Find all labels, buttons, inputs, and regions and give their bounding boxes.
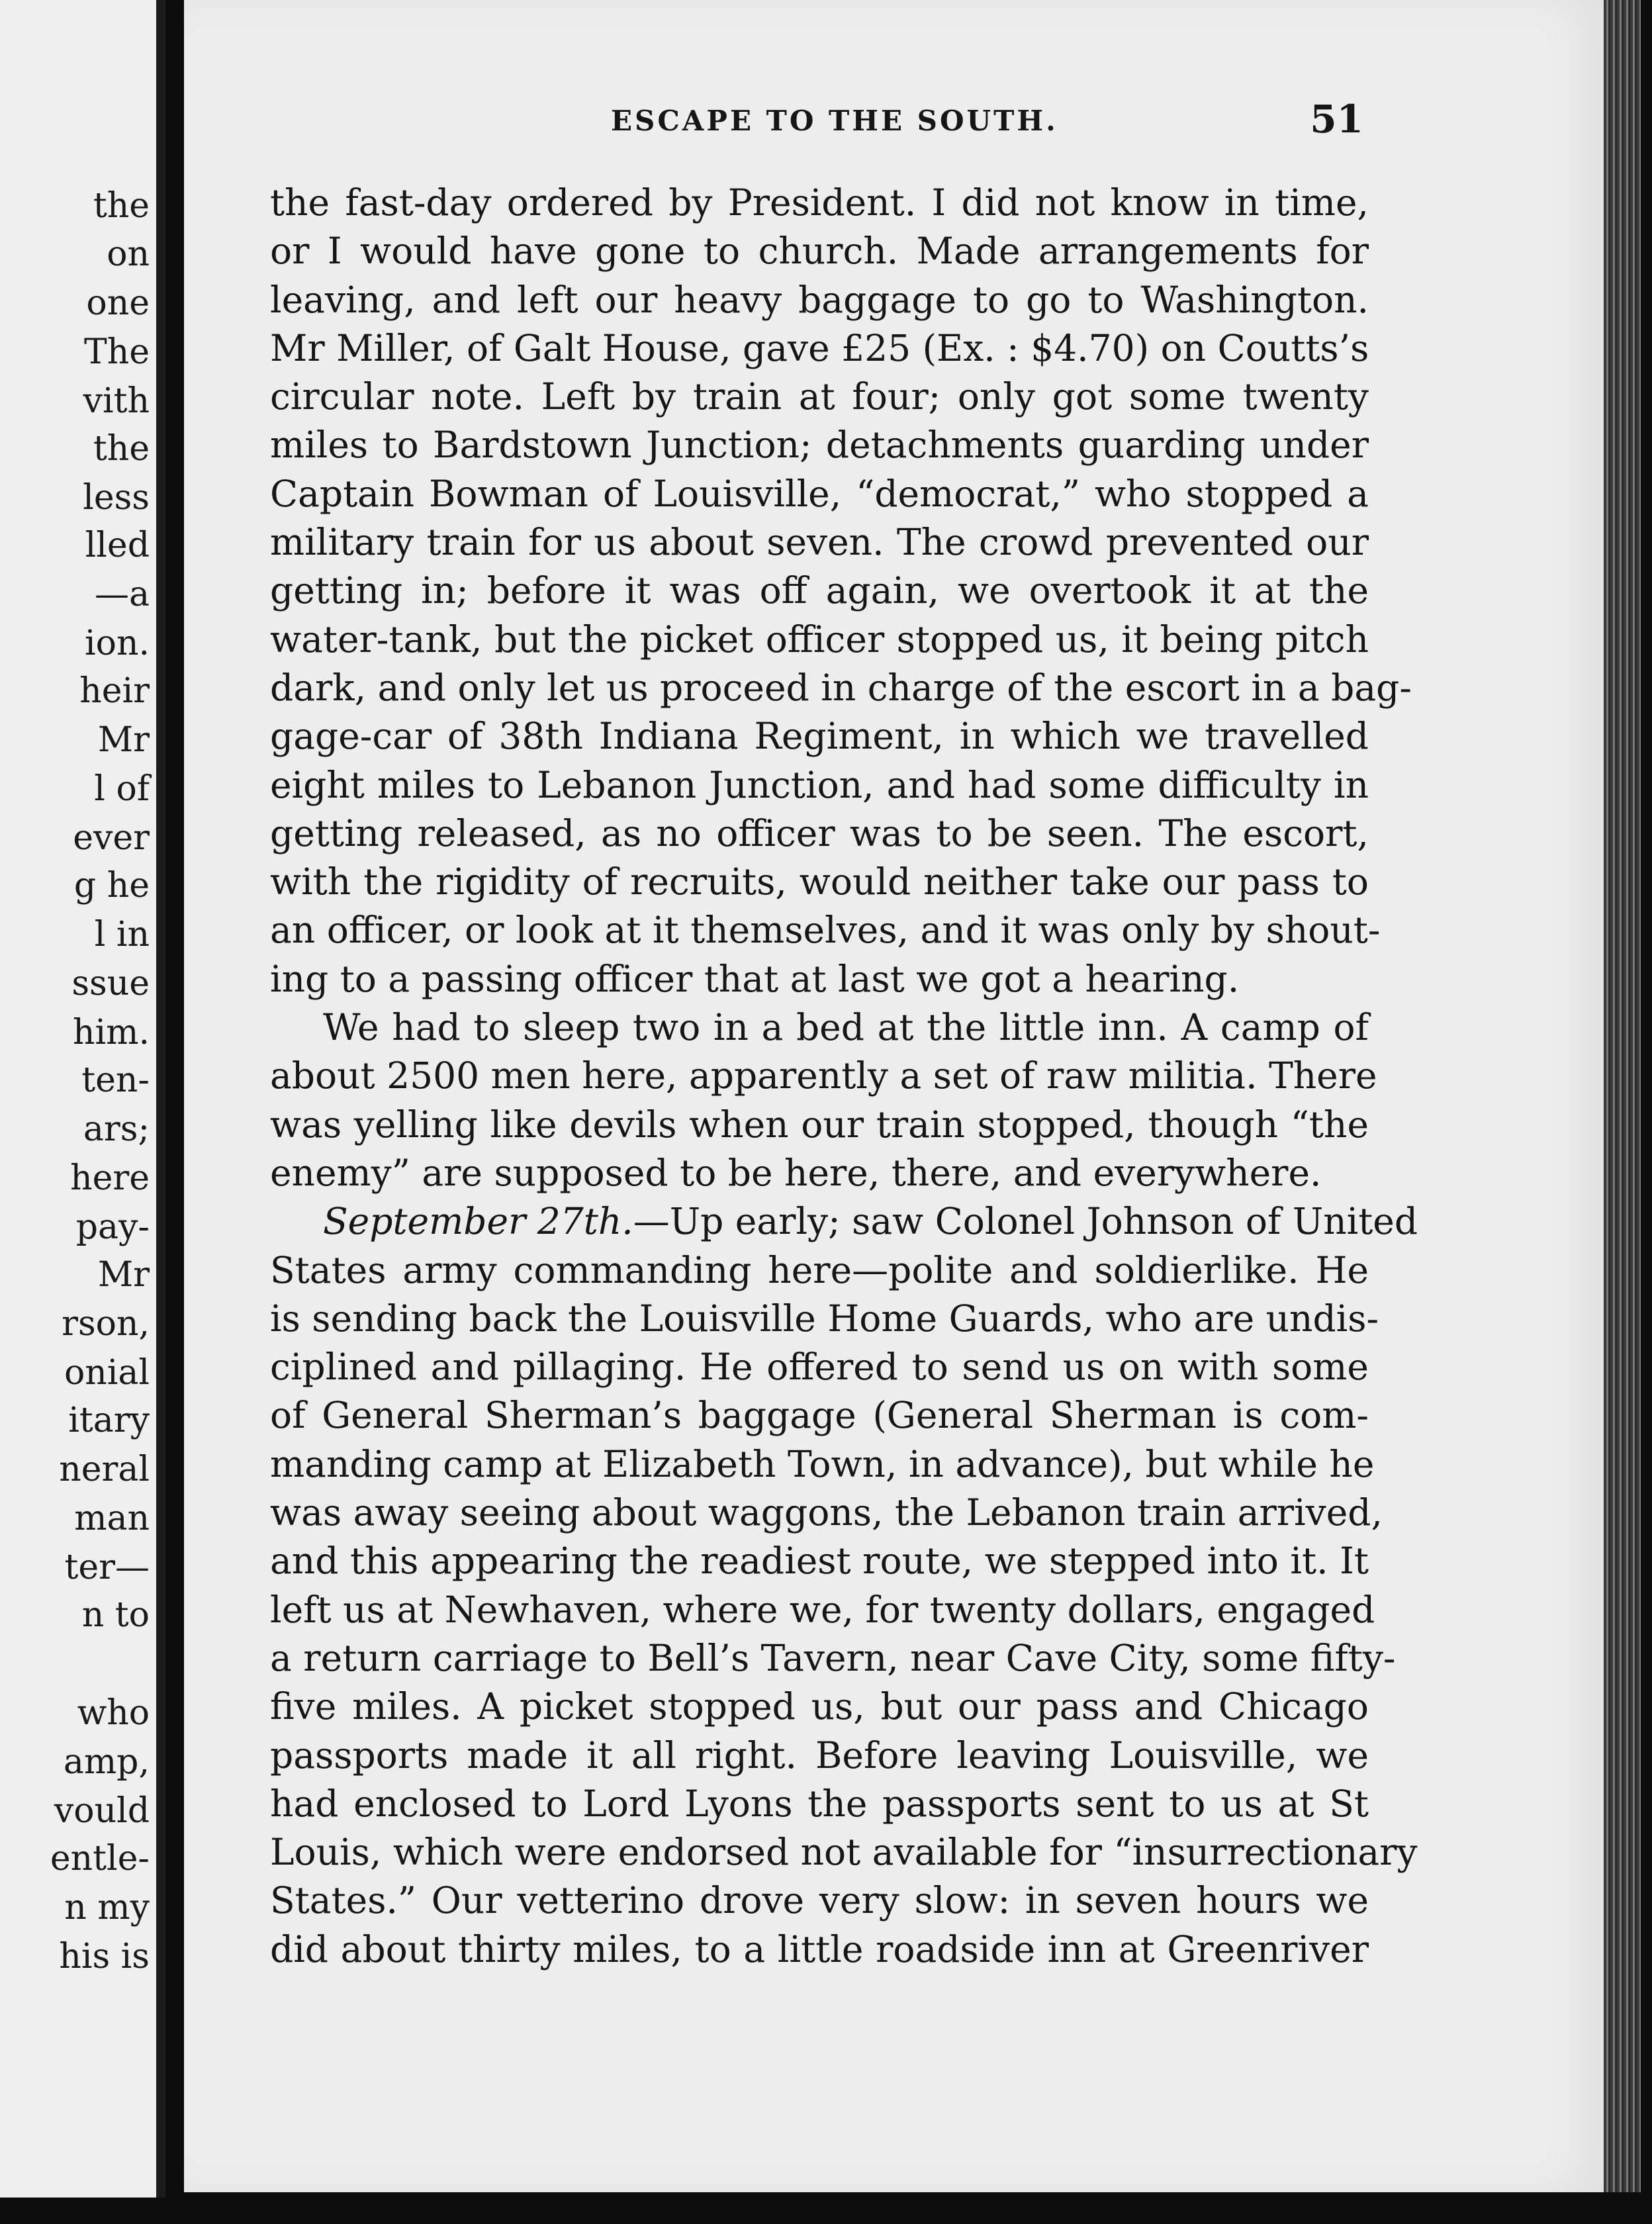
text-line	[270, 1489, 1383, 1537]
text-line-content: the fast-day ordered by President. I did not know in time,	[270, 181, 1369, 224]
left-page-line: l of	[94, 769, 150, 809]
text-line-content: is sending back the Louisville Home Guards, who are undis-	[270, 1297, 1379, 1340]
text-line	[270, 1780, 1369, 1828]
left-page-line: ssue	[71, 964, 150, 1003]
left-page-line: man	[74, 1499, 150, 1538]
text-line-content: left us at Newhaven, where we, for twenty dollars, engaged	[270, 1588, 1375, 1631]
text-line-content: was away seeing about waggons, the Lebanon train arrived,	[270, 1491, 1383, 1534]
text-line-content: did about thirty miles, to a little roadside inn at Greenriver	[270, 1927, 1369, 1970]
text-line	[270, 1197, 1418, 1246]
text-line	[270, 810, 1369, 858]
text-line	[270, 518, 1369, 567]
text-line-content: about 2500 men here, apparently a set of raw militia. There	[270, 1054, 1377, 1097]
text-line-content: or I would have gone to church. Made arrangements for	[270, 230, 1369, 273]
left-page-fragment	[0, 0, 165, 2198]
text-line	[270, 1003, 1369, 1052]
text-line-content: passports made it all right. Before leaving Louisville, we	[270, 1734, 1369, 1777]
left-page-line: who	[77, 1693, 150, 1733]
left-page-line: Mr	[97, 1255, 150, 1295]
text-line	[270, 324, 1369, 373]
text-line	[270, 761, 1369, 810]
text-line-content: ing to a passing officer that at last we got a hearing.	[270, 957, 1240, 1000]
text-line-content: gage-car of 38th Indiana Regiment, in which we travelled	[270, 715, 1369, 758]
text-line-content: an officer, or look at it themselves, and it was only by shout-	[270, 909, 1381, 952]
text-line-content: Mr Miller, of Galt House, gave £25 (Ex. : $4.70) on Coutts’s	[270, 326, 1369, 369]
text-line-content: military train for us about seven. The crowd prevented our	[270, 521, 1369, 564]
left-page-line: —a	[94, 575, 150, 614]
text-line	[270, 1440, 1375, 1489]
text-line-content: —Up early; saw Colonel Johnson of United	[633, 1200, 1418, 1243]
text-line-content: getting released, as no officer was to be seen. The escort,	[270, 811, 1369, 855]
left-page-line: entle-	[50, 1839, 150, 1878]
text-line-content: Captain Bowman of Louisville, “democrat,” who stopped a	[270, 472, 1369, 515]
book-gutter	[156, 0, 165, 2198]
left-page-line: n my	[64, 1888, 150, 1927]
left-page-line: heir	[79, 671, 150, 711]
text-line	[270, 616, 1369, 664]
left-page-line: his is	[59, 1937, 150, 1976]
left-page-line: Mr	[97, 720, 150, 760]
text-line	[270, 1828, 1418, 1876]
text-line-content: eight miles to Lebanon Junction, and had some difficulty in	[270, 763, 1369, 806]
text-line	[270, 1634, 1396, 1683]
text-line-content: miles to Bardstown Junction; detachments guarding under	[270, 424, 1369, 467]
text-line	[270, 470, 1369, 518]
left-page-line: The	[84, 332, 150, 372]
left-page-line: neral	[59, 1450, 150, 1489]
text-line	[270, 567, 1369, 615]
text-line-content: with the rigidity of recruits, would neither take our pass to	[270, 860, 1369, 904]
text-line	[270, 1876, 1369, 1925]
text-line	[270, 955, 1369, 1003]
text-line-content: had enclosed to Lord Lyons the passports sent to us at St	[270, 1782, 1369, 1825]
left-page-line: ars;	[83, 1109, 150, 1149]
left-page-line: here	[70, 1158, 150, 1198]
text-line	[270, 1391, 1369, 1440]
text-line	[270, 179, 1369, 227]
left-page-line: itary	[68, 1401, 150, 1440]
text-line	[270, 858, 1369, 906]
text-line-content: States.” Our vetterino drove very slow: in seven hours we	[270, 1879, 1369, 1922]
text-line-content: States army commanding here—polite and soldierlike. He	[270, 1248, 1369, 1291]
left-page-line: g he	[73, 866, 150, 905]
text-line-content: five miles. A picket stopped us, but our pass and Chicago	[270, 1685, 1369, 1728]
text-line	[270, 664, 1412, 712]
left-page-line: less	[83, 478, 150, 518]
left-page-line: onial	[64, 1353, 150, 1393]
text-line	[270, 906, 1381, 954]
text-line-content: circular note. Left by train at four; only got some twenty	[270, 375, 1369, 418]
left-page-line: the	[93, 429, 150, 469]
left-page-line: vith	[83, 381, 150, 421]
left-page-line: ion.	[85, 624, 150, 663]
left-page-line: l in	[94, 915, 150, 954]
running-head-title: ESCAPE TO THE SOUTH.	[611, 105, 1058, 137]
text-line-content: ciplined and pillaging. He offered to send us on with some	[270, 1346, 1369, 1389]
text-line	[270, 1246, 1369, 1295]
text-line-content: a return carriage to Bell’s Tavern, near Cave City, some fifty-	[270, 1636, 1396, 1679]
text-line	[270, 1586, 1375, 1634]
left-page-line: amp,	[63, 1742, 150, 1782]
text-line	[270, 227, 1369, 275]
page-edge	[1604, 0, 1641, 2192]
entry-date: September 27th.	[323, 1200, 633, 1243]
text-line-content: Louis, which were endorsed not available for “insurrectionary	[270, 1831, 1418, 1874]
text-line	[270, 276, 1369, 324]
left-page-line: one	[86, 283, 150, 323]
text-line	[270, 421, 1369, 469]
text-line-content: water-tank, but the picket officer stopped us, it being pitch	[270, 618, 1369, 661]
text-line	[270, 1101, 1369, 1149]
left-page-line: him.	[73, 1013, 150, 1052]
text-line-content: We had to sleep two in a bed at the little inn. A camp of	[323, 1006, 1369, 1049]
left-page-line: on	[107, 234, 150, 274]
left-page-line: lled	[85, 526, 150, 565]
text-line	[270, 1343, 1369, 1391]
left-page-line: the	[93, 186, 150, 226]
text-line	[270, 1537, 1369, 1585]
left-page-line: pay-	[75, 1207, 150, 1247]
body-text	[270, 179, 1418, 1974]
left-page-line: vould	[54, 1791, 150, 1831]
text-line-content: getting in; before it was off again, we overtook it at the	[270, 569, 1369, 612]
text-line-content: dark, and only let us proceed in charge of the escort in a bag-	[270, 666, 1412, 709]
running-head	[424, 99, 1397, 146]
text-line	[270, 1149, 1369, 1197]
text-line	[270, 1925, 1369, 1974]
text-line-content: and this appearing the readiest route, we stepped into it. It	[270, 1540, 1369, 1583]
left-page-line: ever	[73, 818, 150, 858]
text-line	[270, 373, 1369, 421]
page-number: 51	[1310, 97, 1363, 142]
text-line-content: of General Sherman’s baggage (General Sherman is com-	[270, 1394, 1369, 1437]
text-line	[270, 712, 1369, 761]
text-line-content: was yelling like devils when our train stopped, though “the	[270, 1103, 1369, 1146]
left-page-line: ten-	[81, 1060, 150, 1100]
left-page-line: n to	[81, 1595, 150, 1635]
text-line	[270, 1295, 1379, 1343]
text-line-content: leaving, and left our heavy baggage to go to Washington.	[270, 278, 1369, 321]
left-page-line: rson,	[62, 1304, 150, 1344]
text-line	[270, 1052, 1377, 1100]
text-line	[270, 1683, 1369, 1731]
text-line	[270, 1732, 1369, 1780]
left-page-line: ter—	[64, 1548, 150, 1587]
text-line-content: enemy” are supposed to be here, there, and everywhere.	[270, 1151, 1322, 1194]
text-line-content: manding camp at Elizabeth Town, in advance), but while he	[270, 1442, 1375, 1485]
